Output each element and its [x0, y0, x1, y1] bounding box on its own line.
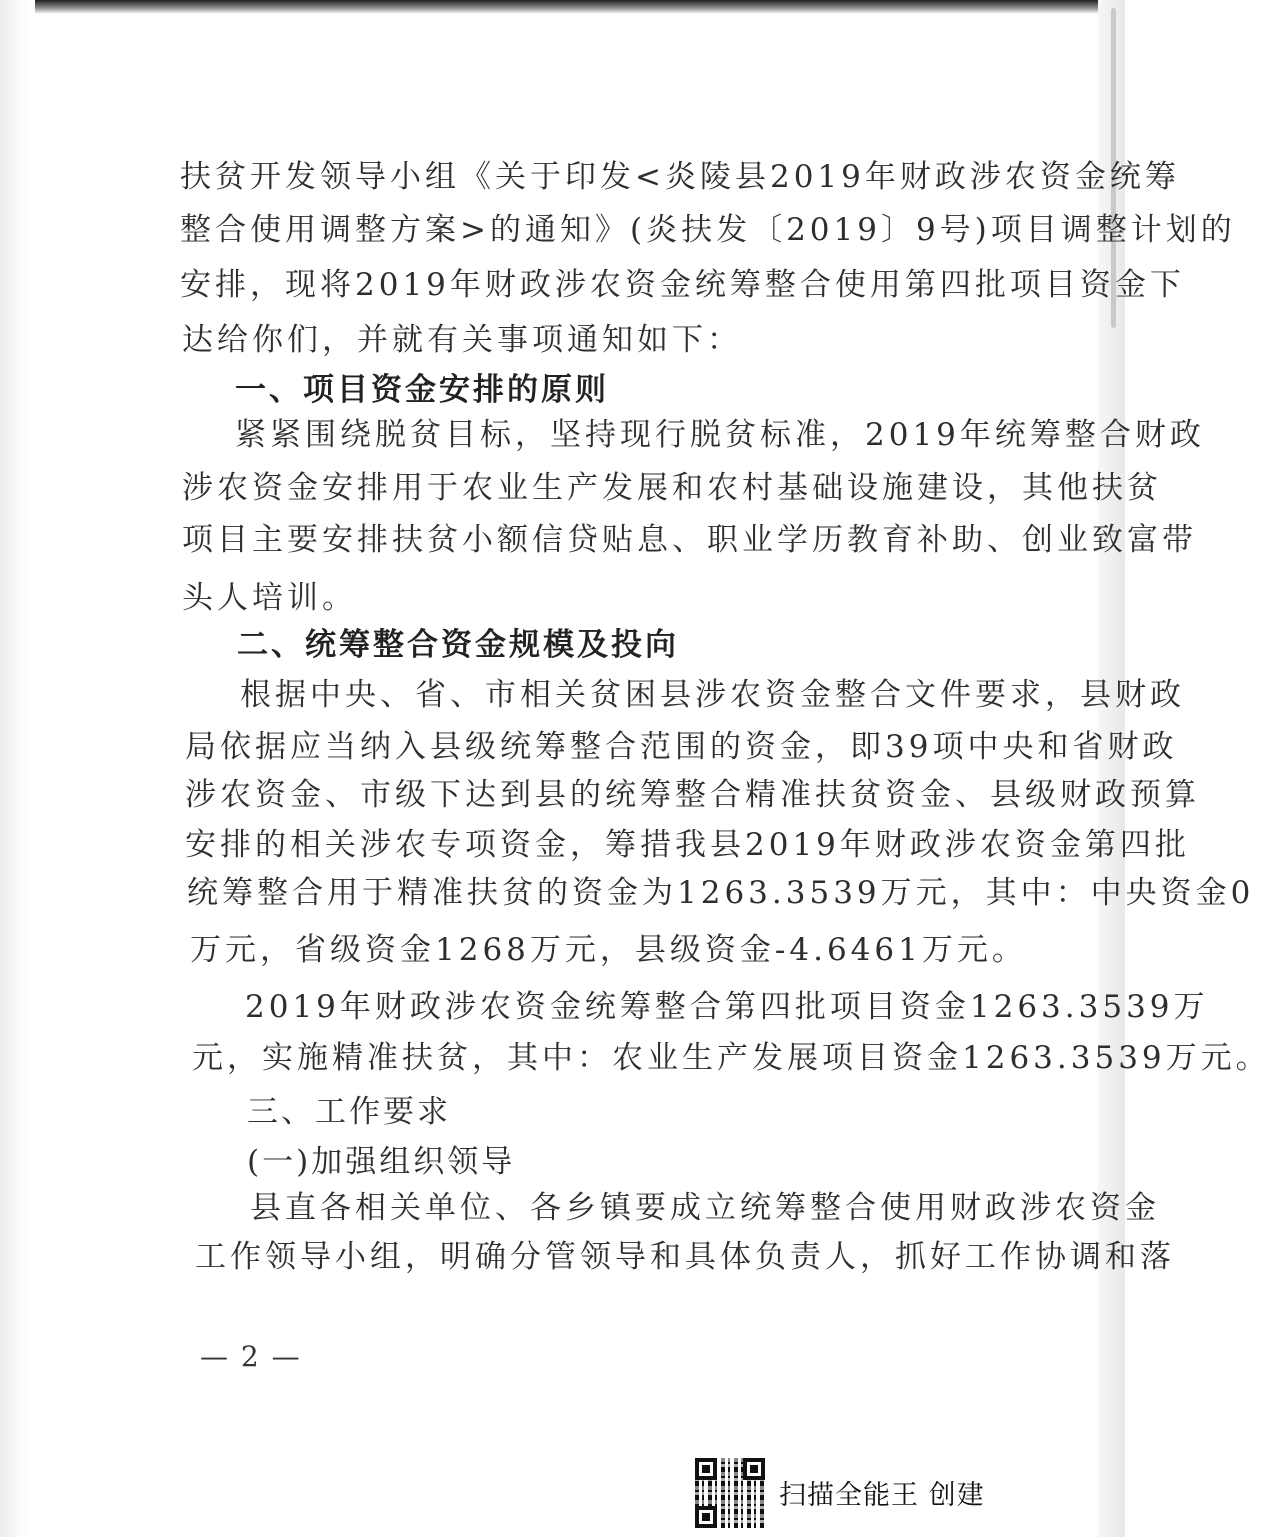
page-left-shadow — [0, 0, 30, 1537]
text-line: 项目主要安排扶贫小额信贷贴息、职业学历教育补助、创业致富带 — [182, 522, 1197, 558]
text-line: 涉农资金安排用于农业生产发展和农村基础设施建设，其他扶贫 — [182, 470, 1162, 506]
qr-code-icon — [695, 1458, 765, 1528]
page-number: — 2 — — [200, 1340, 302, 1373]
watermark-text: 扫描全能王 创建 — [779, 1480, 985, 1511]
text-line: 安排的相关涉农专项资金，筹措我县2019年财政涉农资金第四批 — [185, 827, 1190, 863]
text-line: 局依据应当纳入县级统筹整合范围的资金，即39项中央和省财政 — [185, 729, 1178, 765]
text-line: 涉农资金、市级下达到县的统筹整合精准扶贫资金、县级财政预算 — [185, 777, 1200, 813]
text-line: 头人培训。 — [182, 580, 357, 616]
text-line: 元，实施精准扶贫，其中：农业生产发展项目资金1263.3539万元。 — [192, 1040, 1271, 1076]
section-heading: 一、项目资金安排的原则 — [235, 372, 609, 408]
document-page — [30, 0, 1271, 1450]
text-line: 根据中央、省、市相关贫困县涉农资金整合文件要求，县财政 — [240, 677, 1185, 713]
section-heading: 二、统筹整合资金规模及投向 — [237, 627, 679, 663]
text-line: 2019年财政涉农资金统筹整合第四批项目资金1263.3539万 — [245, 989, 1209, 1025]
text-line: 工作领导小组，明确分管领导和具体负责人，抓好工作协调和落 — [195, 1239, 1175, 1275]
text-line: 统筹整合用于精准扶贫的资金为1263.3539万元，其中：中央资金0 — [187, 875, 1255, 911]
text-line: 整合使用调整方案>的通知》(炎扶发〔2019〕9号)项目调整计划的 — [180, 212, 1236, 248]
text-line: 安排，现将2019年财政涉农资金统筹整合使用第四批项目资金下 — [180, 267, 1185, 303]
section-heading: 三、工作要求 — [247, 1094, 451, 1130]
text-line: 扶贫开发领导小组《关于印发<炎陵县2019年财政涉农资金统筹 — [180, 159, 1180, 195]
text-line: 万元，省级资金1268万元，县级资金-4.6461万元。 — [190, 932, 1027, 968]
text-line: 达给你们，并就有关事项通知如下： — [182, 322, 742, 358]
sub-section-heading: (一)加强组织领导 — [247, 1144, 516, 1180]
text-line: 紧紧围绕脱贫目标，坚持现行脱贫标准，2019年统筹整合财政 — [235, 417, 1205, 453]
text-line: 县直各相关单位、各乡镇要成立统筹整合使用财政涉农资金 — [250, 1190, 1160, 1226]
scanner-watermark — [695, 1455, 985, 1530]
